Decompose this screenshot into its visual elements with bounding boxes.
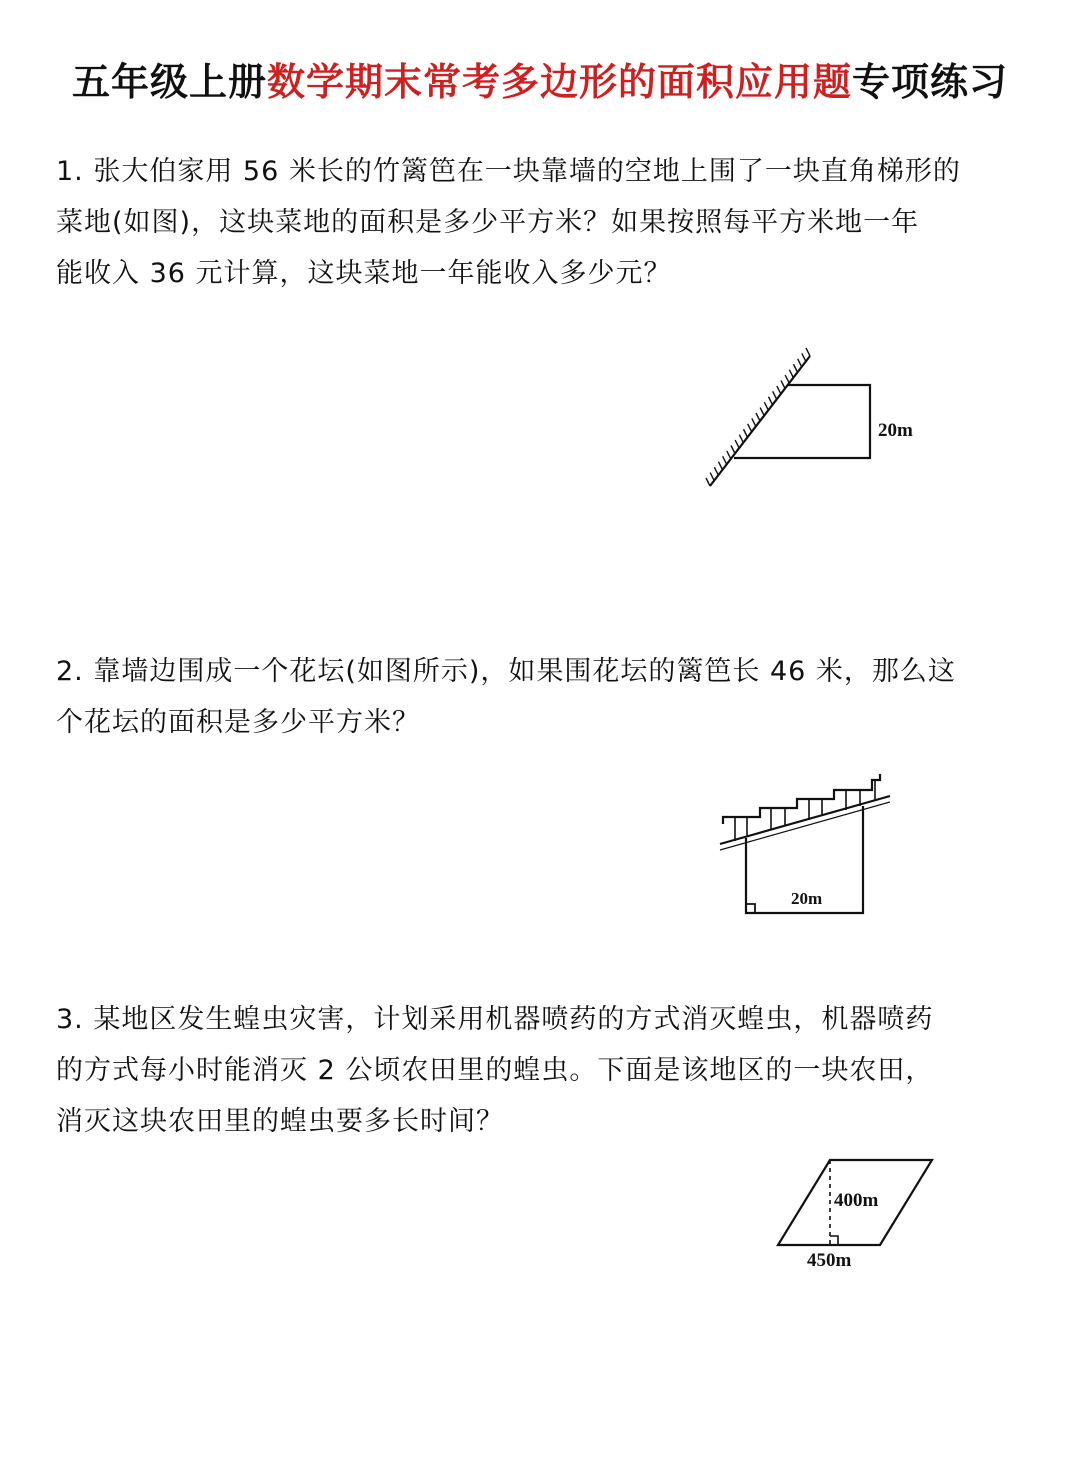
title-prefix: 五年级上册: [71, 60, 267, 104]
question-2: [56, 646, 1016, 748]
wall-line: [720, 796, 890, 844]
brick-steps: [723, 774, 880, 824]
question-3-line-2: 的方式每小时能消灭 2 公顷农田里的蝗虫。下面是该地区的一块农田，: [56, 1055, 934, 1086]
question-3-line-3: 消灭这块农田里的蝗虫要多长时间？: [56, 1106, 504, 1137]
right-angle-mark: [830, 1236, 838, 1245]
question-3: [56, 994, 1016, 1147]
parallelogram-field-figure: [770, 1152, 940, 1272]
question-3-line-1: 3. 某地区发生蝗虫灾害，计划采用机器喷药的方式消灭蝗虫，机器喷药: [56, 1004, 934, 1035]
title-highlight: 数学期末常考多边形的面积应用题: [266, 60, 852, 104]
wall-hatching: [706, 348, 810, 486]
question-2-line-2: 个花坛的面积是多少平方米？: [56, 707, 420, 738]
question-2-line-1: 2. 靠墙边围成一个花坛(如图所示)，如果围花坛的篱笆长 46 米，那么这: [56, 656, 956, 687]
question-1: [56, 146, 1016, 299]
base-label: 450m: [807, 1250, 852, 1271]
flower-bed-figure: [715, 770, 905, 920]
page-title: [0, 52, 1080, 112]
height-label: 400m: [834, 1190, 879, 1211]
title-suffix: 专项练习: [852, 60, 1009, 104]
trapezoid-garden-figure: [690, 340, 930, 500]
fence-outline: [734, 385, 870, 458]
question-1-line-1: 1. 张大伯家用 56 米长的竹篱笆在一块靠墙的空地上围了一块直角梯形的: [56, 156, 961, 187]
height-label: 20m: [878, 420, 913, 441]
right-angle-mark: [746, 904, 755, 913]
question-1-line-2: 菜地(如图)，这块菜地的面积是多少平方米？如果按照每平方米地一年: [56, 207, 920, 238]
base-label: 20m: [791, 889, 823, 908]
question-1-line-3: 能收入 36 元计算，这块菜地一年能收入多少元？: [56, 258, 672, 289]
